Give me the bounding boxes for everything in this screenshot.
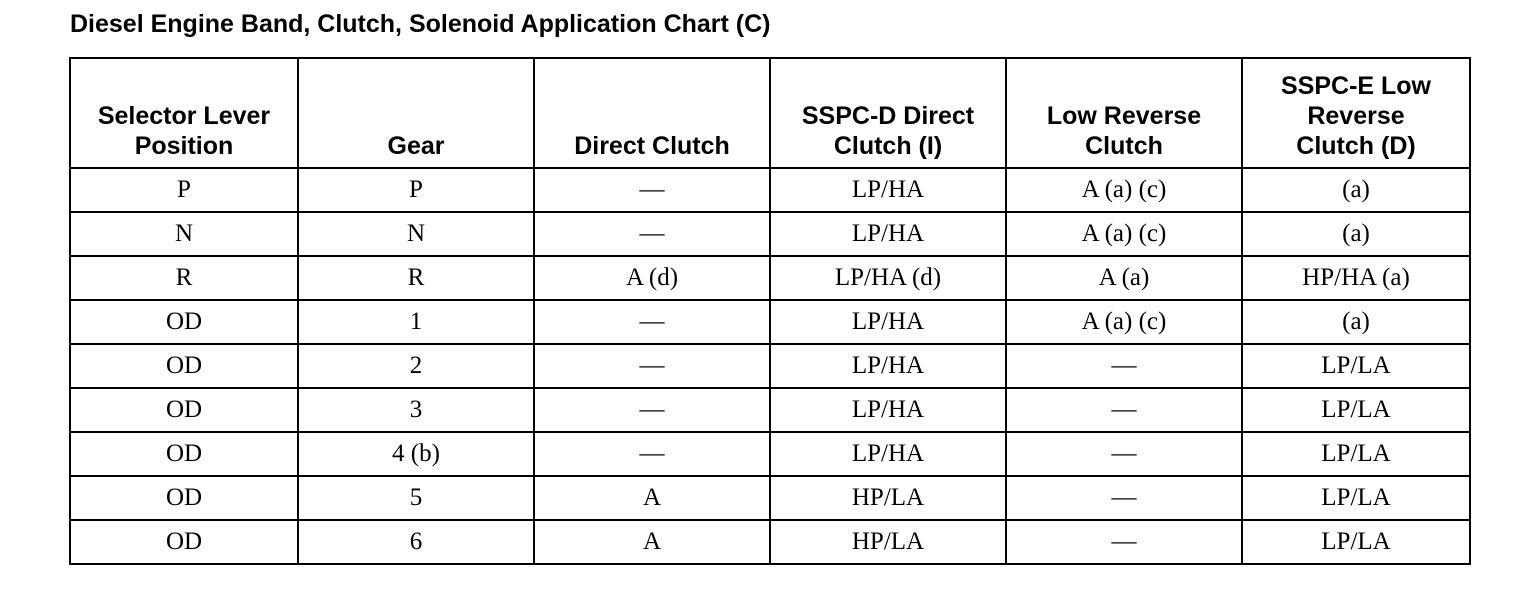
cell-low-reverse-clutch: A (a) (c) <box>1006 300 1242 344</box>
cell-direct-clutch: — <box>534 168 770 212</box>
cell-sspc-d: LP/HA <box>770 300 1006 344</box>
cell-sspc-e: LP/LA <box>1242 344 1470 388</box>
cell-sspc-d: LP/HA <box>770 432 1006 476</box>
cell-sspc-d: LP/HA <box>770 168 1006 212</box>
cell-low-reverse-clutch: — <box>1006 476 1242 520</box>
cell-sspc-e: HP/HA (a) <box>1242 256 1470 300</box>
cell-selector-position: OD <box>70 520 298 564</box>
cell-gear: 6 <box>298 520 534 564</box>
cell-gear: P <box>298 168 534 212</box>
cell-selector-position: R <box>70 256 298 300</box>
cell-selector-position: OD <box>70 388 298 432</box>
cell-sspc-d: LP/HA (d) <box>770 256 1006 300</box>
cell-direct-clutch: — <box>534 388 770 432</box>
cell-direct-clutch: — <box>534 300 770 344</box>
table-row <box>70 212 1470 256</box>
cell-low-reverse-clutch: — <box>1006 432 1242 476</box>
cell-sspc-e: LP/LA <box>1242 476 1470 520</box>
cell-low-reverse-clutch: — <box>1006 388 1242 432</box>
header-direct-clutch: Direct Clutch <box>534 58 770 168</box>
cell-direct-clutch: — <box>534 212 770 256</box>
table-row <box>70 520 1470 564</box>
header-low-reverse-clutch: Low Reverse Clutch <box>1006 58 1242 168</box>
cell-gear: 2 <box>298 344 534 388</box>
table-row <box>70 168 1470 212</box>
cell-low-reverse-clutch: — <box>1006 344 1242 388</box>
table-row <box>70 476 1470 520</box>
cell-selector-position: OD <box>70 300 298 344</box>
header-sspc-e-low-reverse-clutch: SSPC-E Low Reverse Clutch (D) <box>1242 58 1470 168</box>
cell-direct-clutch: — <box>534 432 770 476</box>
cell-low-reverse-clutch: A (a) <box>1006 256 1242 300</box>
cell-low-reverse-clutch: A (a) (c) <box>1006 168 1242 212</box>
cell-sspc-e: (a) <box>1242 300 1470 344</box>
cell-sspc-d: LP/HA <box>770 212 1006 256</box>
cell-gear: N <box>298 212 534 256</box>
cell-direct-clutch: A (d) <box>534 256 770 300</box>
cell-sspc-e: LP/LA <box>1242 432 1470 476</box>
cell-selector-position: OD <box>70 344 298 388</box>
application-chart-table <box>69 57 1471 565</box>
cell-sspc-e: LP/LA <box>1242 520 1470 564</box>
cell-sspc-e: (a) <box>1242 168 1470 212</box>
cell-direct-clutch: — <box>534 344 770 388</box>
cell-sspc-d: LP/HA <box>770 344 1006 388</box>
cell-gear: 3 <box>298 388 534 432</box>
cell-selector-position: N <box>70 212 298 256</box>
cell-sspc-d: HP/LA <box>770 520 1006 564</box>
table-row <box>70 432 1470 476</box>
cell-low-reverse-clutch: — <box>1006 520 1242 564</box>
cell-direct-clutch: A <box>534 476 770 520</box>
table-row <box>70 256 1470 300</box>
cell-selector-position: OD <box>70 476 298 520</box>
table-row <box>70 344 1470 388</box>
cell-selector-position: OD <box>70 432 298 476</box>
cell-gear: 4 (b) <box>298 432 534 476</box>
cell-gear: 5 <box>298 476 534 520</box>
cell-sspc-e: LP/LA <box>1242 388 1470 432</box>
cell-low-reverse-clutch: A (a) (c) <box>1006 212 1242 256</box>
cell-gear: R <box>298 256 534 300</box>
header-row <box>70 58 1470 168</box>
table-row <box>70 300 1470 344</box>
table-row <box>70 388 1470 432</box>
header-selector-lever-position: Selector Lever Position <box>70 58 298 168</box>
cell-sspc-d: LP/HA <box>770 388 1006 432</box>
chart-title: Diesel Engine Band, Clutch, Solenoid Application Chart (C) <box>70 10 771 38</box>
cell-gear: 1 <box>298 300 534 344</box>
cell-direct-clutch: A <box>534 520 770 564</box>
header-gear: Gear <box>298 58 534 168</box>
cell-sspc-d: HP/LA <box>770 476 1006 520</box>
cell-sspc-e: (a) <box>1242 212 1470 256</box>
header-sspc-d-direct-clutch: SSPC-D Direct Clutch (I) <box>770 58 1006 168</box>
cell-selector-position: P <box>70 168 298 212</box>
